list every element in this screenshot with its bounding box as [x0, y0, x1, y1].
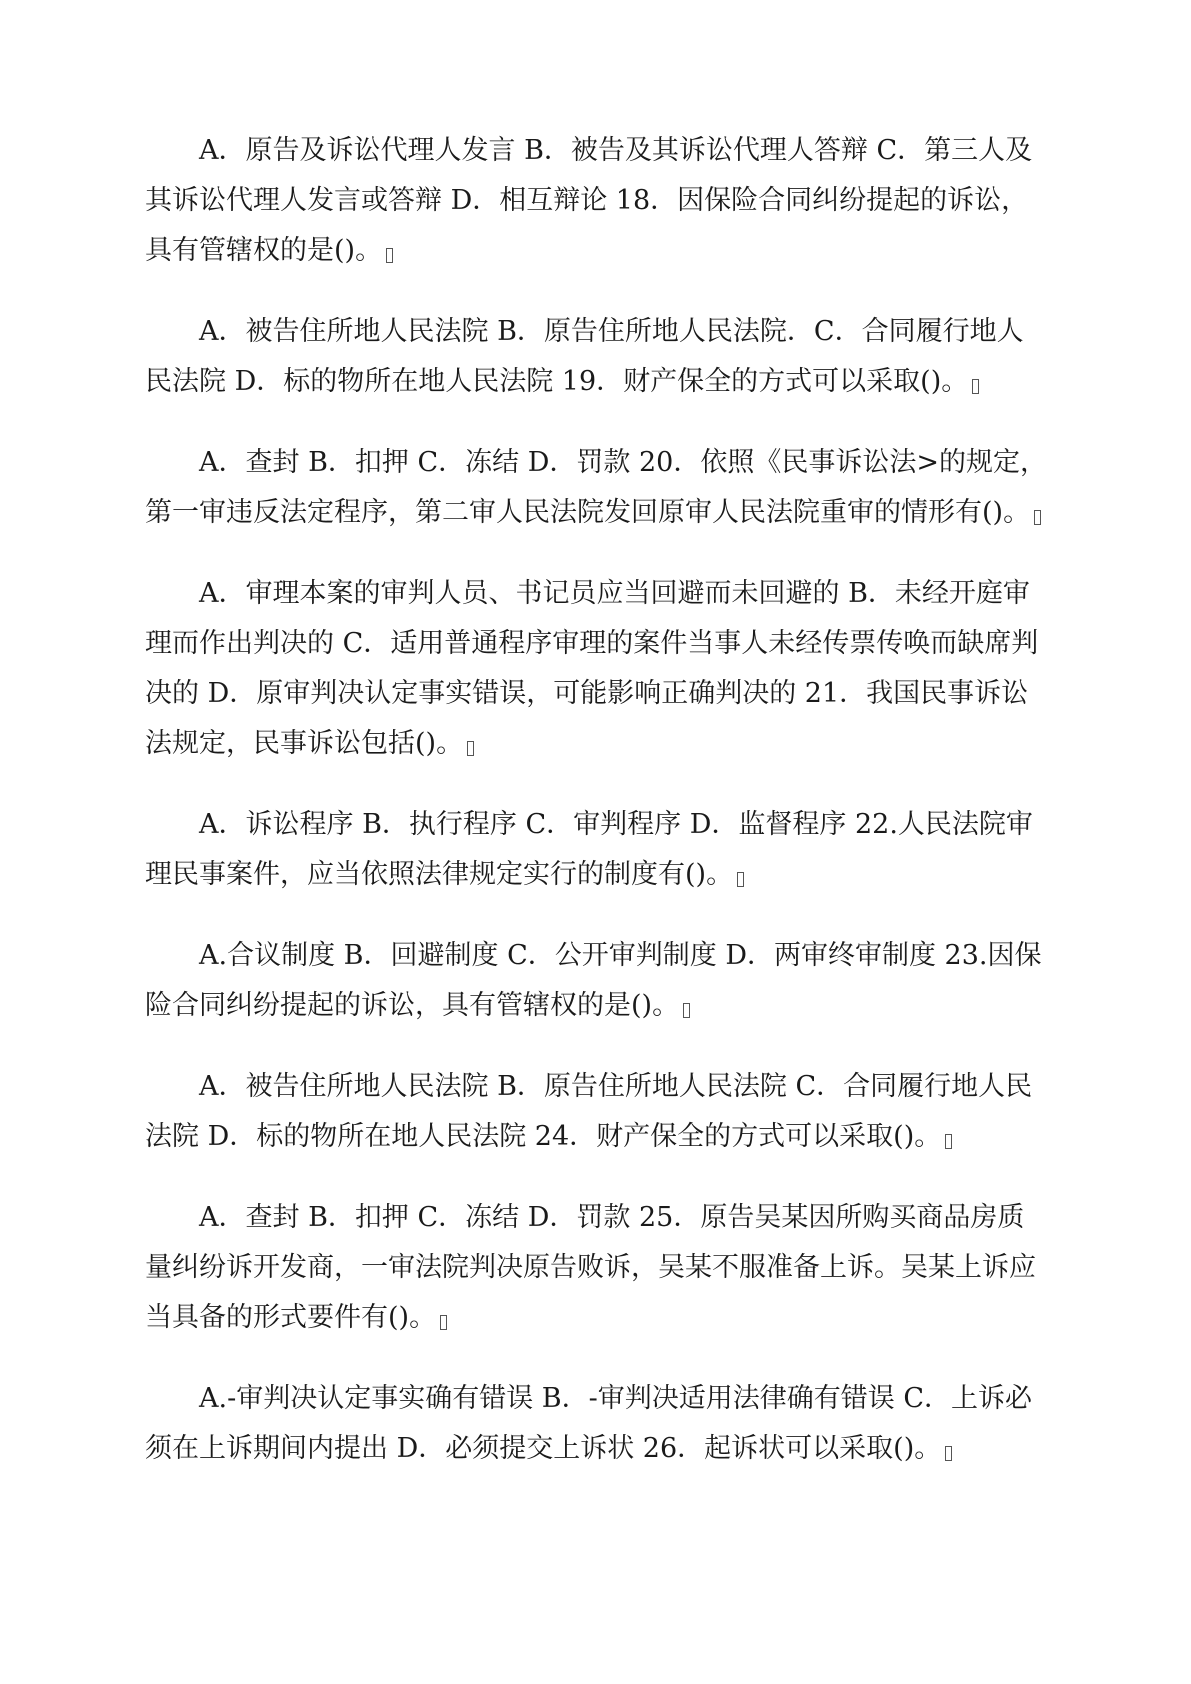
paragraph-end-marker-icon	[1034, 510, 1041, 525]
paragraph-9	[145, 1374, 1050, 1474]
document-body	[145, 126, 1050, 1505]
paragraph-3	[145, 438, 1050, 538]
paragraph-end-marker-icon	[945, 1134, 952, 1149]
paragraph-end-marker-icon	[972, 379, 979, 394]
paragraph-8	[145, 1193, 1050, 1343]
paragraph-7	[145, 1062, 1050, 1162]
paragraph-1	[145, 126, 1050, 276]
paragraph-text: A．被告住所地人民法院 B．原告住所地人民法院．C．合同履行地人民法院 D．标的物所在地人民法院 19．财产保全的方式可以采取()。	[145, 316, 1024, 397]
paragraph-text: A．审理本案的审判人员、书记员应当回避而未回避的 B．未经开庭审理而作出判决的 C．适用普通程序审理的案件当事人未经传票传唤而缺席判决的 D．原审判决认定事实错误，可能影响正确判决的 21．我国民事诉讼法规定，民事诉讼包括()。	[145, 578, 1039, 759]
paragraph-text: A.合议制度 B．回避制度 C．公开审判制度 D．两审终审制度 23.因保险合同纠纷提起的诉讼，具有管辖权的是()。	[145, 940, 1042, 1021]
paragraph-text: A.-审判决认定事实确有错误 B．-审判决适用法律确有错误 C．上诉必须在上诉期间内提出 D．必须提交上诉状 26．起诉状可以采取()。	[145, 1383, 1032, 1464]
paragraph-6	[145, 931, 1050, 1031]
paragraph-end-marker-icon	[945, 1446, 952, 1461]
paragraph-2	[145, 307, 1050, 407]
paragraph-text: A．被告住所地人民法院 B．原告住所地人民法院 C．合同履行地人民法院 D．标的物所在地人民法院 24．财产保全的方式可以采取()。	[145, 1071, 1033, 1152]
paragraph-end-marker-icon	[386, 248, 393, 263]
paragraph-text: A．查封 B．扣押 C．冻结 D．罚款 20．依照《民事诉讼法>的规定，第一审违反法定程序，第二审人民法院发回原审人民法院重审的情形有()。	[145, 447, 1047, 528]
paragraph-text: A．诉讼程序 B．执行程序 C．审判程序 D．监督程序 22.人民法院审理民事案件，应当依照法律规定实行的制度有()。	[145, 809, 1033, 890]
paragraph-5	[145, 800, 1050, 900]
paragraph-end-marker-icon	[440, 1315, 447, 1330]
paragraph-4	[145, 569, 1050, 769]
paragraph-end-marker-icon	[683, 1003, 690, 1018]
paragraph-text: A．查封 B．扣押 C．冻结 D．罚款 25．原告吴某因所购买商品房质量纠纷诉开发商，一审法院判决原告败诉，吴某不服准备上诉。吴某上诉应当具备的形式要件有()。	[145, 1202, 1036, 1333]
paragraph-end-marker-icon	[467, 741, 474, 756]
paragraph-end-marker-icon	[737, 872, 744, 887]
paragraph-text: A．原告及诉讼代理人发言 B．被告及其诉讼代理人答辩 C．第三人及其诉讼代理人发言或答辩 D．相互辩论 18．因保险合同纠纷提起的诉讼，具有管辖权的是()。	[145, 135, 1033, 266]
